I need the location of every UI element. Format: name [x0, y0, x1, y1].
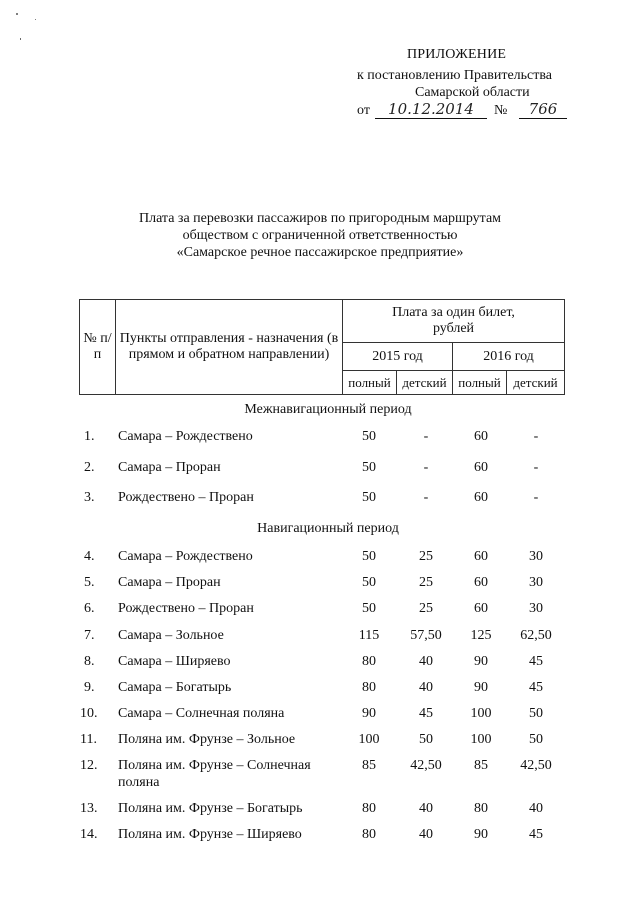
section-inter-navigation: Межнавигационный период: [244, 402, 412, 417]
row-route: Самара – Проран: [118, 460, 221, 475]
row-full-2015: 80: [362, 680, 376, 695]
row-child-2015: -: [423, 460, 429, 475]
scan-speck: [20, 38, 21, 40]
row-number: 5.: [84, 575, 95, 590]
document-title-line-3: «Самарское речное пассажирское предприятие»: [176, 245, 464, 260]
decree-date-handwritten: 10.12.2014: [375, 101, 487, 119]
decree-from-label: от: [357, 103, 370, 118]
scan-speck: [35, 19, 36, 20]
row-route: Самара – Солнечная поляна: [118, 706, 285, 721]
row-number: 10.: [80, 706, 98, 721]
row-full-2015: 50: [362, 429, 376, 444]
row-full-2015: 50: [362, 601, 376, 616]
row-child-2015: 40: [419, 654, 433, 669]
row-child-2016: 45: [529, 680, 543, 695]
row-child-2016: 40: [529, 801, 543, 816]
row-route: Рождествено – Проран: [118, 601, 254, 616]
row-route: Поляна им. Фрунзе – Зольное: [118, 732, 296, 747]
row-number: 13.: [80, 801, 98, 816]
header-year-2016: 2016 год: [453, 343, 565, 371]
row-full-2016: 60: [474, 549, 488, 564]
header-full-2016: полный: [453, 371, 507, 395]
row-number: 8.: [84, 654, 95, 669]
header-child-2015: детский: [397, 371, 453, 395]
row-child-2015: 25: [419, 601, 433, 616]
row-full-2015: 90: [362, 706, 376, 721]
row-child-2015: 40: [419, 680, 433, 695]
row-route: Самара – Рождествено: [118, 429, 253, 444]
row-child-2015: 25: [419, 549, 433, 564]
row-number: 14.: [80, 827, 98, 842]
row-number: 4.: [84, 549, 95, 564]
row-number: 2.: [84, 460, 95, 475]
row-child-2016: 50: [529, 706, 543, 721]
header-full-2015: полный: [343, 371, 397, 395]
appendix-decree-ref: к постановлению Правительства: [357, 68, 553, 83]
row-full-2016: 80: [474, 801, 488, 816]
scan-speck: [16, 13, 18, 15]
row-number: 7.: [84, 628, 95, 643]
header-num-label: № п/п: [83, 331, 112, 362]
row-child-2016: 30: [529, 549, 543, 564]
row-full-2016: 100: [470, 732, 492, 747]
row-route: Поляна им. Фрунзе – Солнечная поляна: [118, 758, 311, 790]
row-number: 1.: [84, 429, 95, 444]
row-number: 9.: [84, 680, 95, 695]
row-child-2016: 42,50: [520, 758, 552, 773]
row-child-2016: -: [533, 429, 539, 444]
row-full-2016: 90: [474, 827, 488, 842]
row-child-2015: 57,50: [410, 628, 442, 643]
row-full-2016: 85: [474, 758, 488, 773]
row-full-2015: 85: [362, 758, 376, 773]
row-child-2015: 50: [419, 732, 433, 747]
header-points-label: Пункты отправления - назначения (в прямом и обратном направлении): [119, 331, 339, 362]
header-fare-label: Плата за один билет, рублей: [392, 305, 515, 336]
row-child-2016: 62,50: [520, 628, 552, 643]
row-child-2016: 45: [529, 827, 543, 842]
row-child-2016: 30: [529, 575, 543, 590]
row-child-2015: 42,50: [410, 758, 442, 773]
row-route: Самара – Проран: [118, 575, 221, 590]
header-points-cell: [116, 300, 343, 395]
row-child-2016: 50: [529, 732, 543, 747]
row-child-2015: 25: [419, 575, 433, 590]
row-child-2015: 40: [419, 801, 433, 816]
row-route: Самара – Рождествено: [118, 549, 253, 564]
fare-table-header: [79, 299, 565, 395]
row-full-2015: 80: [362, 801, 376, 816]
row-child-2016: 45: [529, 654, 543, 669]
appendix-region: Самарской области: [415, 85, 530, 100]
header-year-2015: 2015 год: [343, 343, 453, 371]
row-route: Самара – Богатырь: [118, 680, 232, 695]
row-child-2016: 30: [529, 601, 543, 616]
row-full-2015: 50: [362, 490, 376, 505]
row-full-2015: 100: [358, 732, 380, 747]
row-child-2015: 45: [419, 706, 433, 721]
decree-date-number-line: [357, 101, 587, 123]
row-number: 3.: [84, 490, 95, 505]
row-number: 11.: [80, 732, 97, 747]
row-route: Поляна им. Фрунзе – Ширяево: [118, 827, 302, 842]
row-number: 12.: [80, 758, 98, 773]
row-full-2015: 50: [362, 460, 376, 475]
decree-number-sign: №: [494, 103, 508, 118]
row-number: 6.: [84, 601, 95, 616]
document-title-line-2: обществом с ограниченной ответственностью: [182, 228, 458, 243]
header-num-cell: [80, 300, 116, 395]
row-full-2016: 60: [474, 601, 488, 616]
row-full-2016: 60: [474, 575, 488, 590]
section-navigation: Навигационный период: [257, 521, 399, 536]
row-full-2016: 90: [474, 654, 488, 669]
row-child-2015: -: [423, 490, 429, 505]
row-route: Рождествено – Проран: [118, 490, 254, 505]
row-full-2016: 100: [470, 706, 492, 721]
row-full-2015: 115: [358, 628, 380, 643]
decree-number-handwritten: 766: [519, 101, 567, 119]
header-fare-cell: [343, 300, 565, 343]
row-full-2016: 60: [474, 460, 488, 475]
row-child-2016: -: [533, 490, 539, 505]
row-full-2016: 90: [474, 680, 488, 695]
row-full-2015: 80: [362, 654, 376, 669]
row-child-2015: -: [423, 429, 429, 444]
row-full-2016: 60: [474, 490, 488, 505]
row-full-2016: 125: [470, 628, 492, 643]
row-child-2015: 40: [419, 827, 433, 842]
appendix-title: ПРИЛОЖЕНИЕ: [407, 47, 507, 62]
row-child-2016: -: [533, 460, 539, 475]
row-full-2015: 80: [362, 827, 376, 842]
row-full-2015: 50: [362, 549, 376, 564]
row-route: Поляна им. Фрунзе – Богатырь: [118, 801, 303, 816]
header-child-2016: детский: [507, 371, 565, 395]
row-full-2016: 60: [474, 429, 488, 444]
document-title-line-1: Плата за перевозки пассажиров по пригородным маршрутам: [138, 211, 502, 226]
row-route: Самара – Ширяево: [118, 654, 231, 669]
row-full-2015: 50: [362, 575, 376, 590]
row-route: Самара – Зольное: [118, 628, 224, 643]
